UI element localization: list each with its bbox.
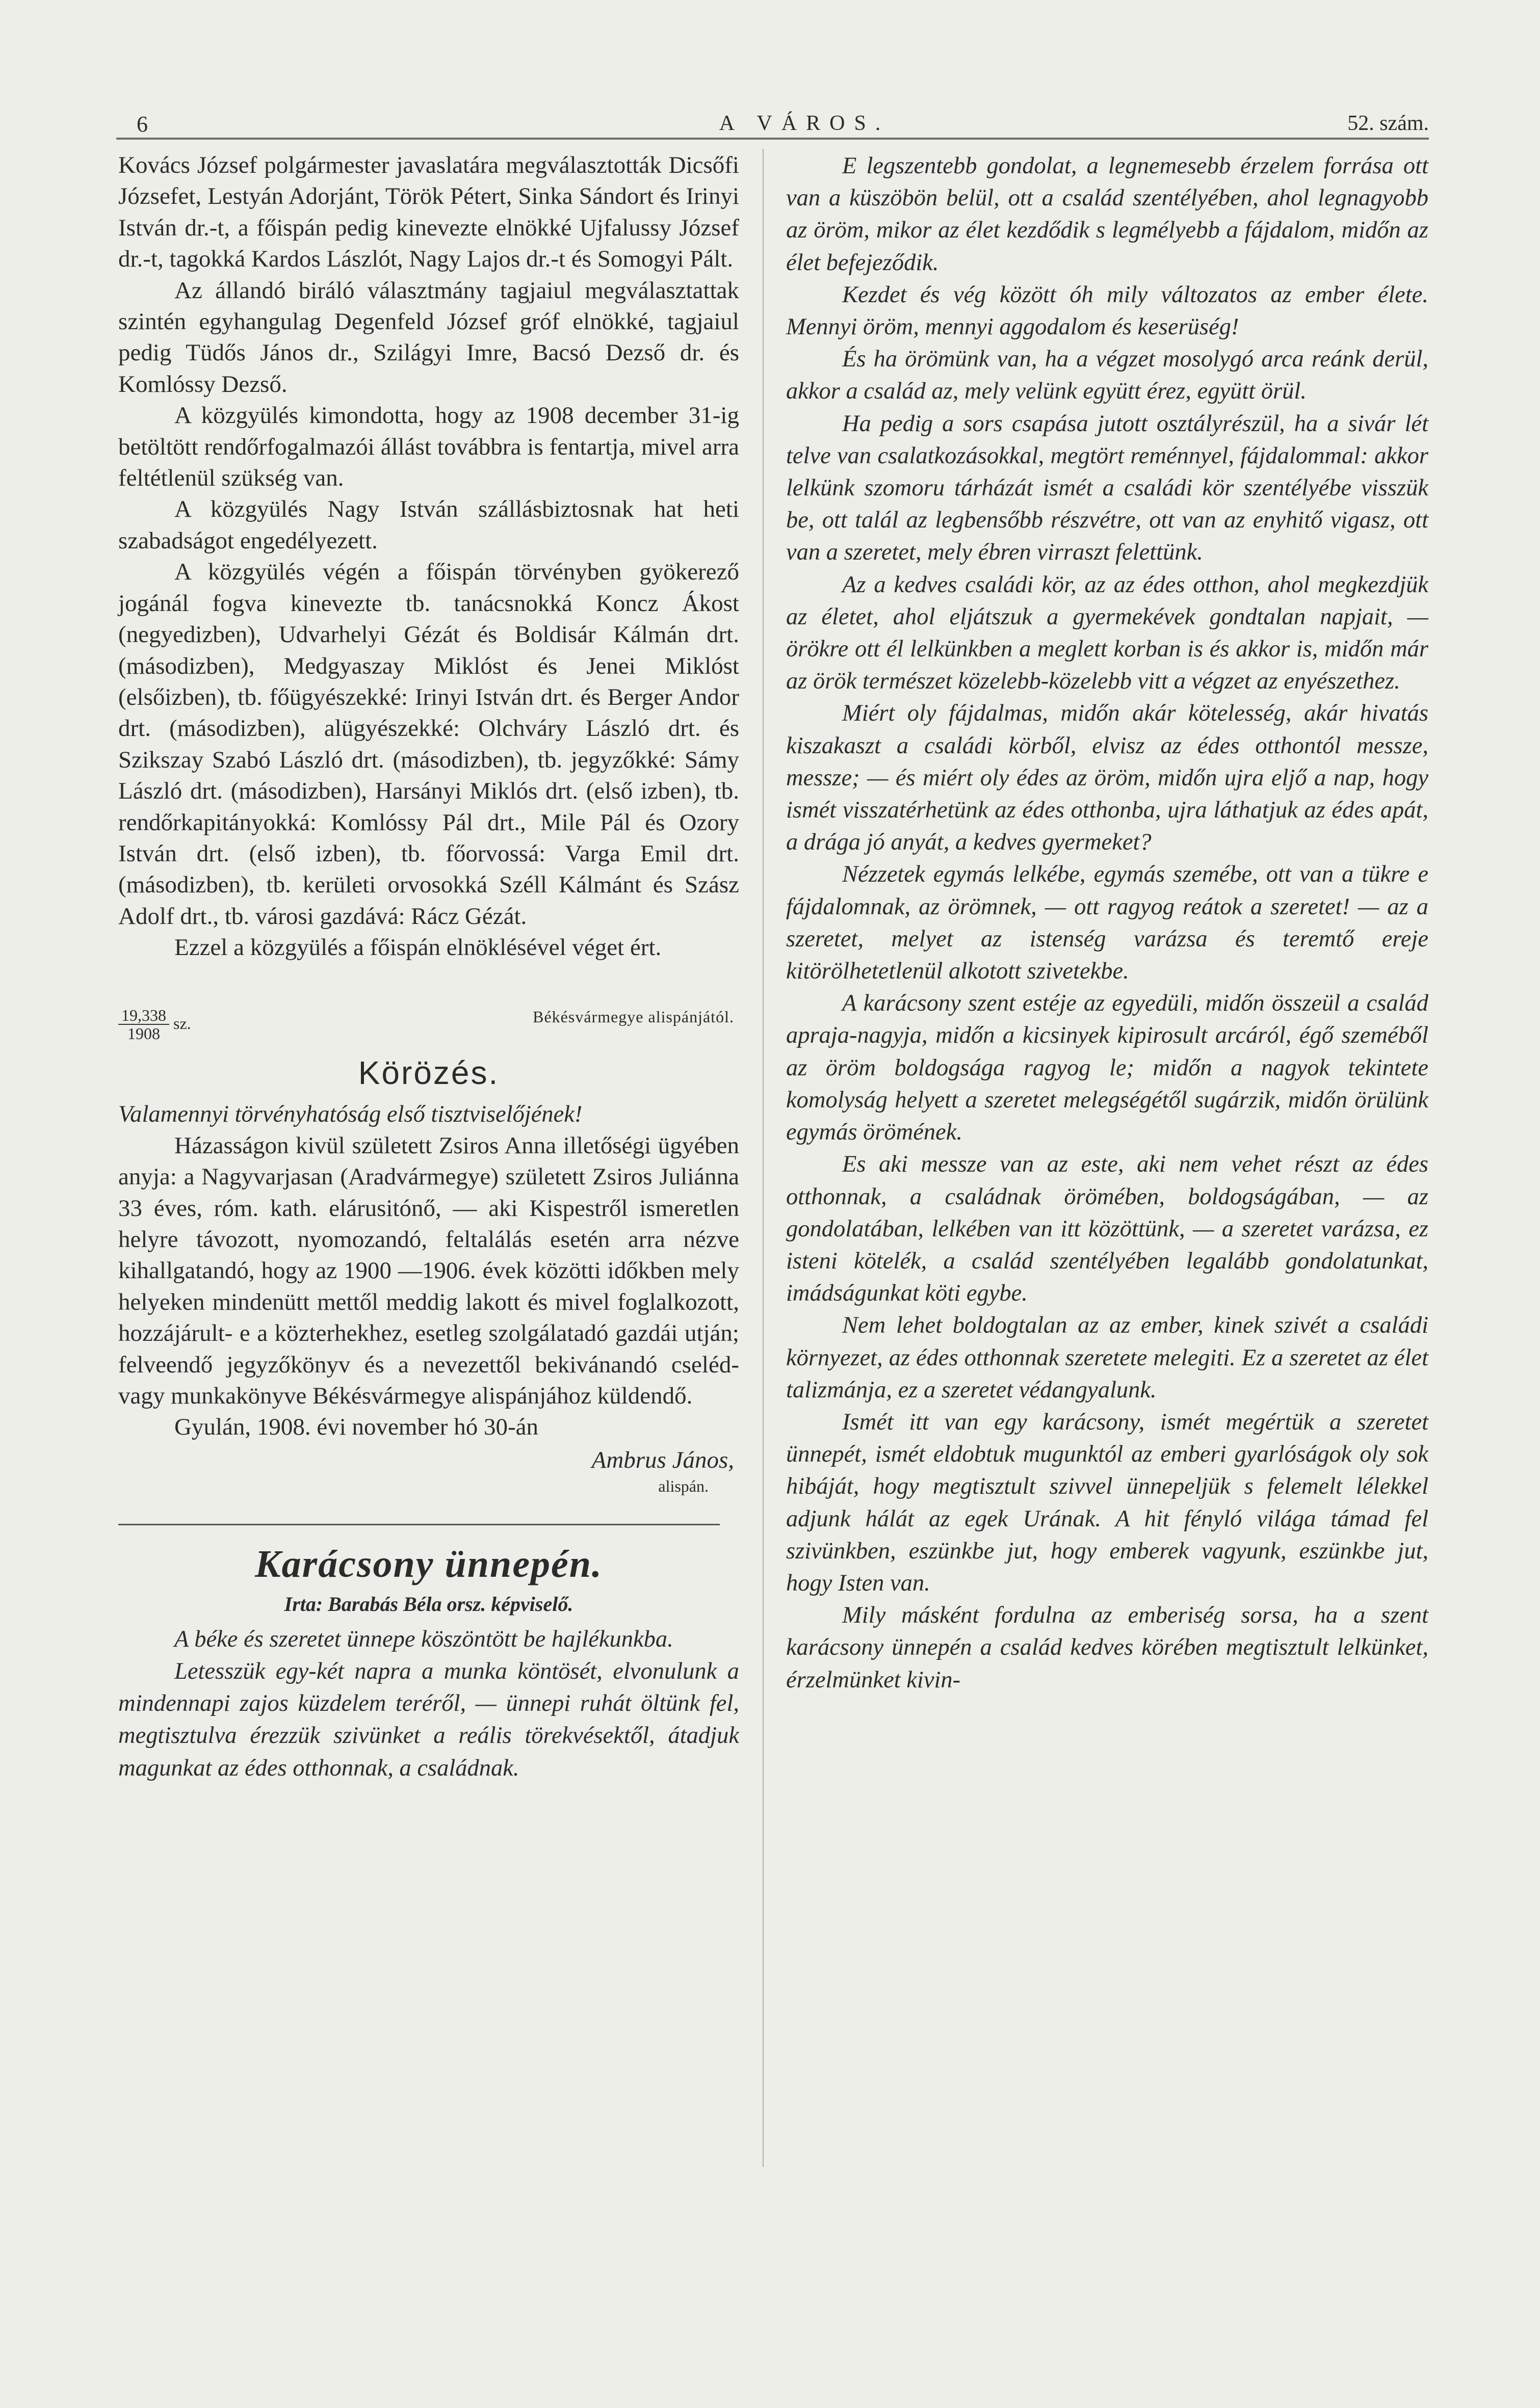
left-column [118, 150, 739, 1784]
notice-number-top: 19,338 [118, 1007, 169, 1025]
notice-signature-role: alispán. [658, 1476, 709, 1495]
article-paragraph: Kezdet és vég között óh mily változatos az ember élete. Mennyi öröm, mennyi aggodalom és keserüség! [786, 281, 1428, 340]
paragraph: Az állandó biráló választmány tagjaiul megválasztattak szintén egyhangulag Degenfeld József gróf elnökké, tagjaiul pedig Tüdős János dr., Szilágyi Imre, Bacsó Dezső dr. és Komlóssy Dezső. [118, 277, 739, 398]
article-paragraph: Az a kedves családi kör, az az édes otthon, ahol megkezdjük az életet, ahol eljátszuk a gyermekévek gondtalan napjait, — örökre ott él lelkünkben a meglett korban is és akkor is, midőn már az örök természet közelebb-közelebb vitt a végzet az enyészethez. [786, 571, 1428, 695]
notice-source: Békésvármegye alispánjától. [533, 1007, 734, 1026]
article-paragraph: Letesszük egy-két napra a munka köntösét, elvonulunk a mindennapi zajos küzdelem teréről, — ünnepi ruhát öltünk fel, megtisztulva érezzük szivünket a reális törekvésektől, átadjuk magunkat az édes otthonnak, a családnak. [118, 1658, 739, 1781]
article-paragraph: A karácsony szent estéje az egyedüli, midőn összeül a család apraja-nagyja, midőn a kicsinyek kipirosult arcáról, égő szeméből az öröm boldogsága ragyog le; midőn a nagyok tekintete komolyság helyett a szeretet melegségétől sugárzik, midőn örülünk egymás örömének. [786, 990, 1428, 1146]
paragraph: A közgyülés kimondotta, hogy az 1908 december 31-ig betöltött rendőrfogalmazói állást továbbra is fentartja, mivel arra feltétlenül szükség van. [118, 402, 739, 492]
article-paragraph: Mily másként fordulna az emberiség sorsa, ha a szent karácsony ünnepén a család kedves körében megtisztult lelkünket, érzelmünket kivin- [786, 1602, 1428, 1693]
article-paragraph: És ha örömünk van, ha a végzet mosolygó arca reánk derül, akkor a család az, mely velünk együtt érez, együtt örül. [786, 346, 1428, 405]
notice-address: Valamennyi törvényhatóság első tisztviselőjének! [118, 1101, 583, 1127]
column-rule [763, 149, 764, 2167]
article-paragraph: A béke és szeretet ünnepe köszöntött be hajlékunkba. [174, 1626, 673, 1652]
notice-place-date: Gyulán, 1908. évi november hó 30-án [174, 1414, 538, 1441]
page-number: 6 [137, 112, 148, 137]
article-title: Karácsony ünnepén. [254, 1542, 603, 1585]
article-paragraph: Miért oly fájdalmas, midőn akár kötelesség, akár hivatás kiszakaszt a családi körből, elvisz az édes otthontól messze, messze; — és miért oly édes az öröm, midőn ujra eljő a nap, hogy ismét visszatérhetünk az édes otthonba, ujra láthatjuk az édes apát, a drága jó anyát, a kedves gyermeket? [786, 700, 1428, 856]
newspaper-title: A VÁROS. [719, 112, 890, 135]
paragraph: Kovács József polgármester javaslatára megválasztották Dicsőfi Józsefet, Lestyán Adorjánt, Török Pétert, Sinka Sándort és Irinyi István dr.-t, a főispán pedig kinevezte elnökké Ujfalussy József dr.-t, tagokká Kardos Lászlót, Nagy Lajos dr.-t és Somogyi Pált. [118, 152, 739, 273]
article-paragraph: Nézzetek egymás lelkébe, egymás szemébe, ott van a tükre e fájdalomnak, az örömnek, — ott ragyog reátok a szeretet! — az a szeretet, melyet az istenség varázsa és teremtő ereje kitörölhetetlenül alkotott szivetekbe. [786, 861, 1428, 985]
article-paragraph: Ismét itt van egy karácsony, ismét megértük a szeretet ünnepét, ismét eldobtuk mugunktól az emberi gyarlóságok oly sok hibáját, hogy megtisztult szivvel ünnepeljük s felemelt lélekkel adjunk hálát az egek Urának. A hit fényló világa támad fel szivünkben, eszünkbe jut, hogy emberek vagyunk, eszünkbe jut, hogy Isten van. [786, 1409, 1428, 1596]
paragraph: A közgyülés Nagy István szállásbiztosnak hat heti szabadságot engedélyezett. [118, 496, 739, 554]
article-paragraph: Es aki messze van az este, aki nem vehet részt az édes otthonnak, a családnak örömében, boldogságában, — az gondolatában, lelkében van itt közöttünk, — a szeretet varázsa, ez isteni kötelék, a család szentélyében legalább gondolatunkat, imádságunkat köti egybe. [786, 1151, 1428, 1307]
notice-body: Házasságon kivül született Zsiros Anna illetőségi ügyében anyja: a Nagyvarjasan (Aradvármegye) született Zsiros Juliánna 33 éves, róm. kath. elárusitónő, — aki Kispestről ismeretlen helyre távozott, nyomozandó, feltalálás esetén arra nézve kihallgatandó, hogy az 1900 —1906. évek közötti időkben mely helyeken mindenütt mettől meddig lakott és mivel foglalkozott, hozzájárult- e a közterhekhez, esetleg szolgálatadó gazdái utján; felveendő jegyzőkönyv és a nevezettől bekivánandó cseléd- vagy munkakönyve Békésvármegye alispánjához küldendő. [118, 1132, 739, 1410]
article-paragraph: E legszentebb gondolat, a legnemesebb érzelem forrása ott van a küszöbön belül, ott a család szentélyében, ahol legnagyobb az öröm, mikor az élet kezdődik s legmélyebb a fájdalom, midőn az élet befejeződik. [786, 153, 1428, 276]
header-rule [116, 138, 1429, 140]
issue-number: 52. szám. [1347, 112, 1429, 135]
notice-title: Körözés. [358, 1054, 500, 1091]
article-byline: Irta: Barabás Béla orsz. képviselő. [284, 1592, 573, 1616]
notice-number-suffix: sz. [173, 1014, 191, 1033]
page-header [116, 111, 1429, 142]
notice-number-bottom: 1908 [127, 1024, 160, 1043]
section-separator [118, 1524, 720, 1525]
article-paragraph: Ha pedig a sors csapása jutott osztályrészül, ha a sivár lét telve van csalatkozásokkal, megtört reménnyel, fájdalommal: akkor lelkünk szomoru tárházát ismét a családi kör szentélyébe visszük be, ott talál az legbensőbb részvétre, ott van az enyhitő vigasz, ott van a szeretet, mely ébren virraszt felettünk. [786, 410, 1428, 566]
right-column [786, 150, 1428, 1696]
notice-header [118, 1007, 739, 1045]
paragraph: Ezzel a közgyülés a főispán elnöklésével véget ért. [174, 934, 662, 961]
article-paragraph: Nem lehet boldogtalan az az ember, kinek szivét a családi környezet, az édes otthonnak szeretete melegiti. Ez a szeretet az élet talizmánja, ez a szeretet védangyalunk. [786, 1312, 1428, 1403]
notice-number [118, 1007, 191, 1042]
notice-signature: Ambrus János, [591, 1446, 734, 1473]
paragraph: A közgyülés végén a főispán törvényben gyökerező jogánál fogva kinevezte tb. tanácsnokká Koncz Ákost (negyedizben), Udvarhelyi Gézát és Boldisár Kálmán drt. (másodizben), Medgyaszay Miklóst és Jenei Miklóst (elsőizben), tb. főügyészekké: Irinyi István drt. és Berger Andor drt. (másodizben), alügyészekké: Olchváry László drt. és Szikszay Szabó László drt. (másodizben), tb. jegyzőkké: Sámy László drt. (másodizben), Harsányi Miklós drt. (első izben), tb. rendőrkapitányokká: Komlóssy Pál drt., Mile Pál és Ozory István drt. (első izben), tb. főorvossá: Varga Emil drt. (másodizben), tb. kerületi orvosokká Széll Kálmánt és Szász Adolf drt., tb. városi gazdává: Rácz Gézát. [118, 559, 739, 930]
